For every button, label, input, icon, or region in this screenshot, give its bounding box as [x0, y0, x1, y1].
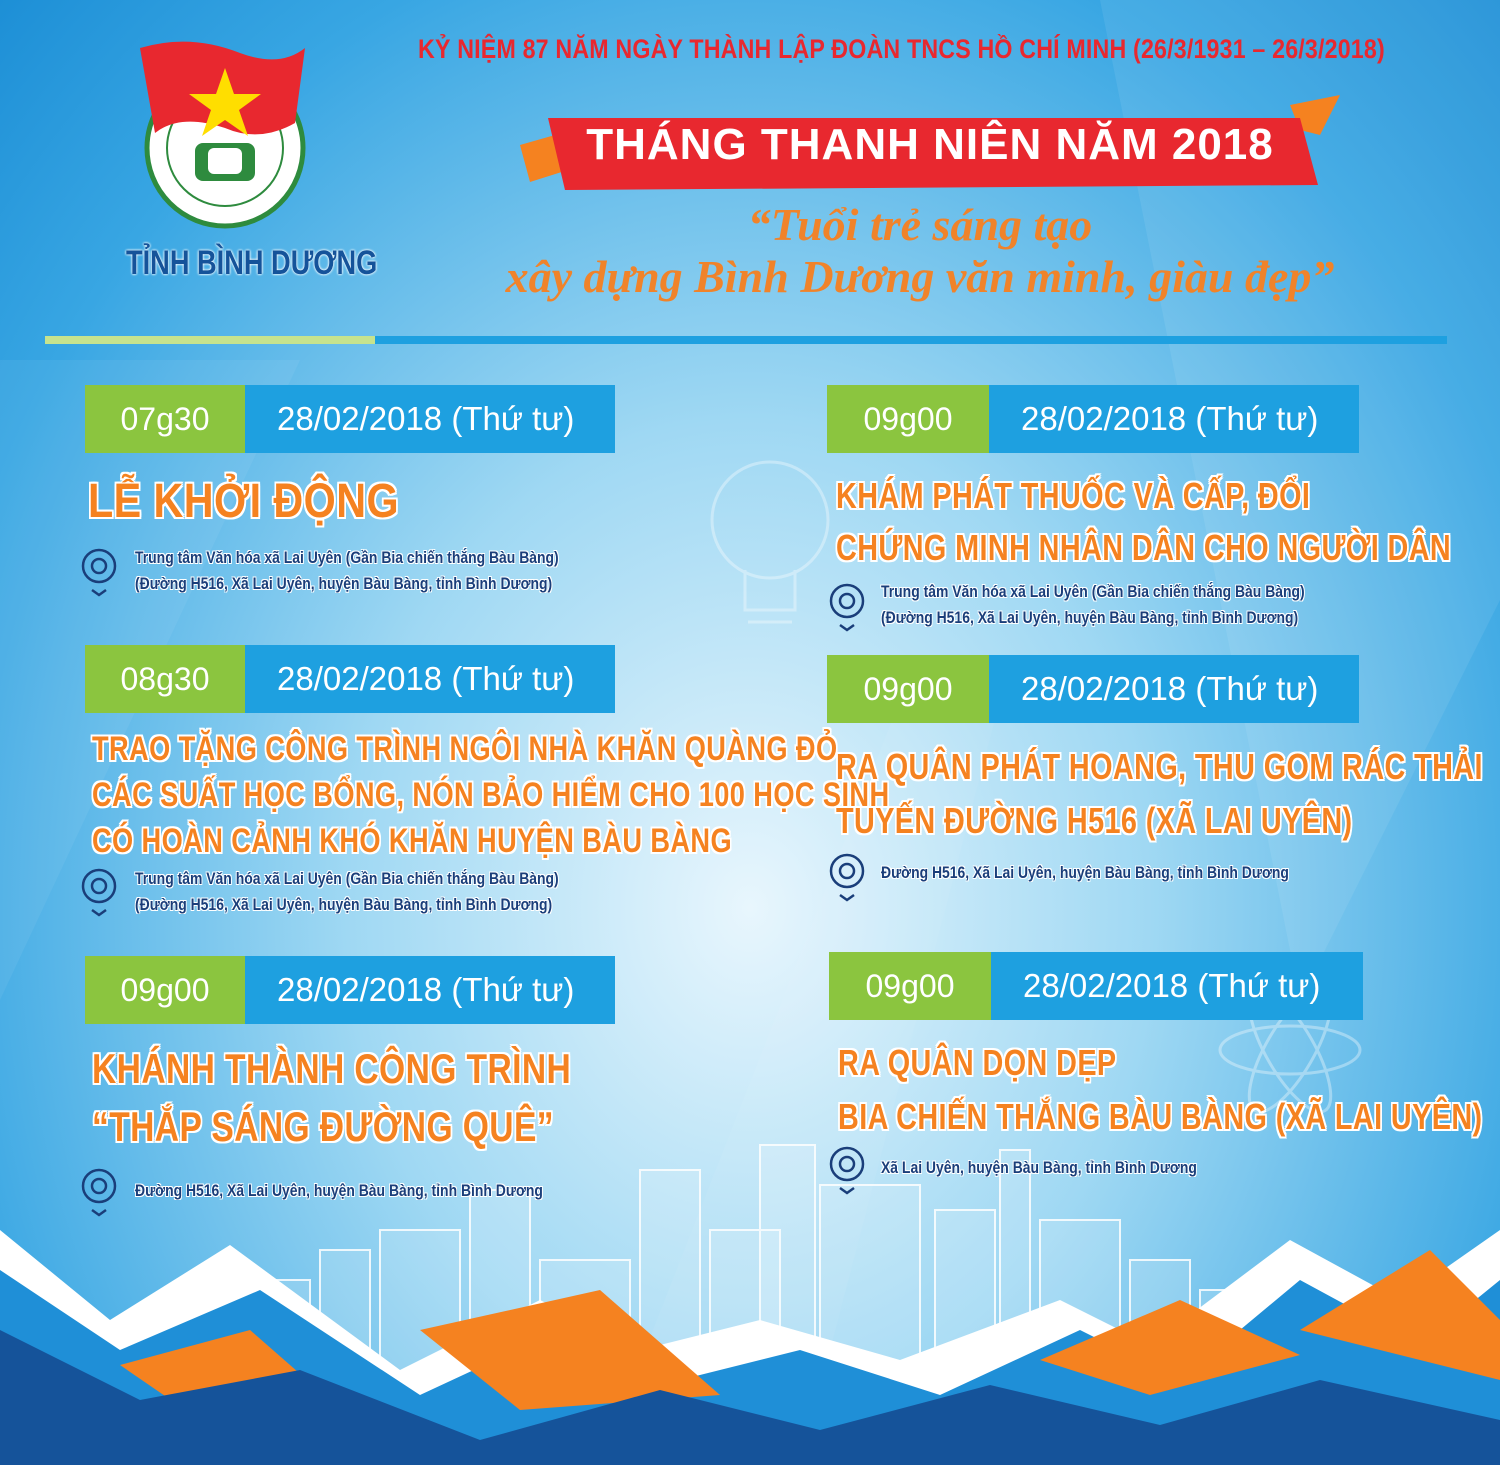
event-title	[92, 726, 889, 864]
event-title-line: “THẮP SÁNG ĐƯỜNG QUÊ”	[92, 1103, 554, 1150]
event-time: 09g00	[827, 655, 989, 723]
event-title-line: CÓ HOÀN CẢNH KHÓ KHĂN HUYỆN BÀU BÀNG	[92, 822, 732, 860]
location-line: (Đường H516, Xã Lai Uyên, huyện Bàu Bàng, tỉnh Bình Dương)	[881, 608, 1299, 627]
event-title-line: TUYẾN ĐƯỜNG H516 (XÃ LAI UYÊN)	[836, 800, 1353, 841]
event-6-header	[829, 952, 1363, 1020]
event-title-line: BIA CHIẾN THẮNG BÀU BÀNG (XÃ LAI UYÊN)	[838, 1096, 1483, 1137]
event-title	[836, 470, 1451, 574]
slogan-line-2: xây dựng Bình Dương văn minh, giàu đẹp”	[505, 251, 1335, 302]
event-title-line: KHÁNH THÀNH CÔNG TRÌNH	[92, 1045, 572, 1092]
event-location	[881, 1155, 1197, 1181]
anniversary-heading: KỶ NIỆM 87 NĂM NGÀY THÀNH LẬP ĐOÀN TNCS HỒ CHÍ MINH (26/3/1931 – 26/3/2018)	[418, 34, 1385, 64]
youth-union-logo	[130, 28, 320, 238]
location-pin-icon	[80, 547, 118, 597]
location-line: Trung tâm Văn hóa xã Lai Uyên (Gần Bia chiến thắng Bàu Bàng)	[881, 582, 1305, 601]
location-line: (Đường H516, Xã Lai Uyên, huyện Bàu Bàng, tỉnh Bình Dương)	[135, 574, 553, 593]
event-location	[881, 860, 1289, 886]
event-date: 28/02/2018 (Thứ tư)	[989, 385, 1359, 453]
location-line: (Đường H516, Xã Lai Uyên, huyện Bàu Bàng, tỉnh Bình Dương)	[135, 895, 553, 914]
event-title-line: KHÁM PHÁT THUỐC VÀ CẤP, ĐỔI	[836, 475, 1311, 516]
location-line: Đường H516, Xã Lai Uyên, huyện Bàu Bàng, tỉnh Bình Dương	[135, 1181, 543, 1200]
event-date: 28/02/2018 (Thứ tư)	[989, 655, 1359, 723]
event-title-line: CÁC SUẤT HỌC BỔNG, NÓN BẢO HIỂM CHO 100 HỌC SINH	[92, 776, 890, 814]
event-title	[838, 1036, 1483, 1144]
location-line: Xã Lai Uyên, huyện Bàu Bàng, tỉnh Bình Dương	[881, 1158, 1197, 1177]
event-location	[135, 545, 559, 597]
location-pin-icon	[828, 1145, 866, 1195]
event-title-line: TRAO TẶNG CÔNG TRÌNH NGÔI NHÀ KHĂN QUÀNG ĐỎ,	[92, 730, 846, 768]
location-line: Trung tâm Văn hóa xã Lai Uyên (Gần Bia chiến thắng Bàu Bàng)	[135, 869, 559, 888]
location-pin-icon	[80, 867, 118, 917]
slogan-line-1: “Tuổi trẻ sáng tạo	[747, 199, 1093, 250]
event-5-header	[827, 655, 1359, 723]
location-pin-icon	[828, 852, 866, 902]
event-title-line: CHỨNG MINH NHÂN DÂN CHO NGƯỜI DÂN	[836, 527, 1452, 568]
event-date: 28/02/2018 (Thứ tư)	[245, 956, 615, 1024]
lightbulb-icon	[712, 462, 828, 622]
event-date: 28/02/2018 (Thứ tư)	[245, 645, 615, 713]
event-time: 09g00	[829, 952, 991, 1020]
event-3-header	[85, 956, 615, 1024]
event-title: LỄ KHỞI ĐỘNG	[88, 475, 399, 528]
event-location	[135, 1178, 543, 1204]
event-time: 09g00	[85, 956, 245, 1024]
event-title	[836, 740, 1483, 848]
event-4-header	[827, 385, 1359, 453]
event-date: 28/02/2018 (Thứ tư)	[991, 952, 1363, 1020]
location-line: Trung tâm Văn hóa xã Lai Uyên (Gần Bia chiến thắng Bàu Bàng)	[135, 548, 559, 567]
event-date: 28/02/2018 (Thứ tư)	[245, 385, 615, 453]
org-name: TỈNH BÌNH DƯƠNG	[126, 244, 378, 282]
event-2-header	[85, 645, 615, 713]
event-time: 09g00	[827, 385, 989, 453]
event-time: 08g30	[85, 645, 245, 713]
location-line: Đường H516, Xã Lai Uyên, huyện Bàu Bàng, tỉnh Bình Dương	[881, 863, 1289, 882]
location-pin-icon	[828, 582, 866, 632]
event-title-line: RA QUÂN PHÁT HOANG, THU GOM RÁC THẢI	[836, 746, 1483, 787]
event-1-header	[85, 385, 615, 453]
page-title: THÁNG THANH NIÊN NĂM 2018	[586, 120, 1274, 169]
event-title	[92, 1040, 571, 1156]
event-time: 07g30	[85, 385, 245, 453]
event-title-line: RA QUÂN DỌN DẸP	[838, 1042, 1117, 1083]
event-location	[135, 866, 559, 918]
event-location	[881, 579, 1305, 631]
location-pin-icon	[80, 1167, 118, 1217]
